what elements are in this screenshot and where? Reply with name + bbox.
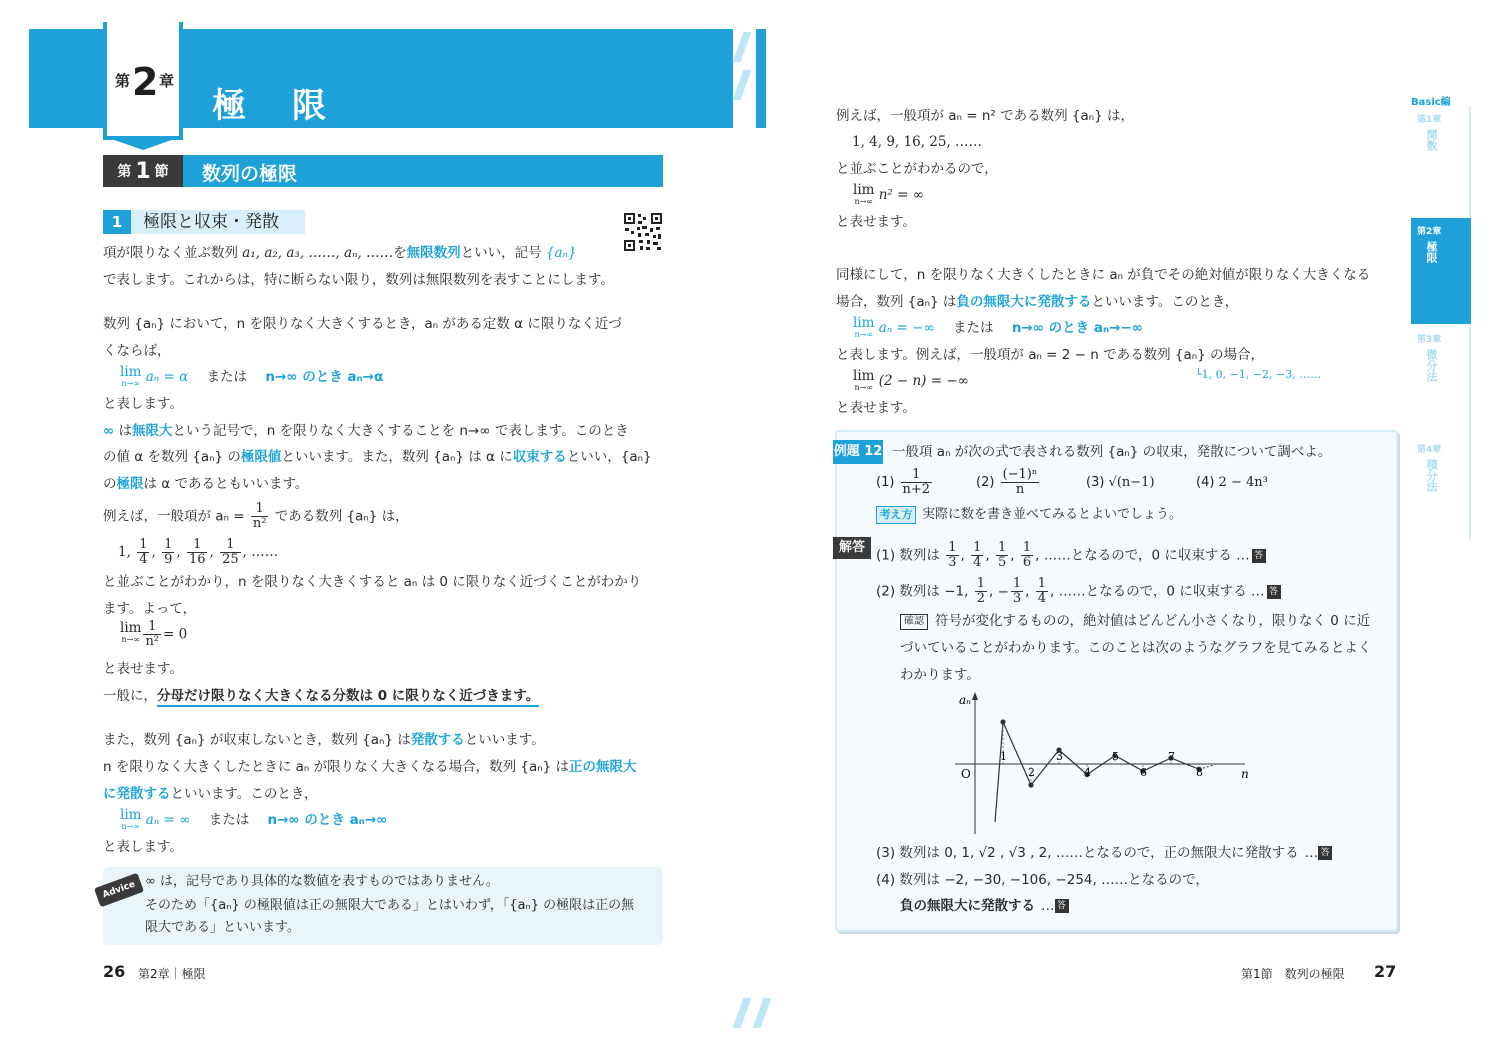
lim-operator bbox=[853, 368, 874, 392]
para-infinity-line3 bbox=[103, 471, 308, 497]
example-item bbox=[1196, 466, 1268, 500]
formula-limit-neg-infinity bbox=[853, 315, 1143, 341]
text: といい，記号 bbox=[460, 245, 546, 261]
para-example-line5: と表せます。 bbox=[103, 661, 183, 677]
graph-segment bbox=[1031, 750, 1059, 785]
text: という記号で，n を限りなく大きくすることを n→∞ で表します。このとき bbox=[172, 423, 629, 439]
section-suffix: 節 bbox=[154, 164, 169, 180]
para-intro-line1 bbox=[103, 240, 577, 266]
chapter-tab[interactable] bbox=[1411, 106, 1471, 206]
item-expr bbox=[999, 467, 1042, 497]
comma: , bbox=[988, 583, 998, 600]
chapter-title: 極 限 bbox=[212, 86, 332, 126]
text: を bbox=[393, 245, 407, 261]
limit-expr: n² = ∞ bbox=[878, 187, 924, 203]
lim: lim bbox=[120, 620, 142, 636]
formula-limit-alpha bbox=[120, 364, 383, 390]
denominator: n+2 bbox=[902, 482, 931, 497]
tab-title: 関数 bbox=[1425, 129, 1438, 151]
numerator: 1 bbox=[220, 538, 241, 553]
text: といいます。このとき， bbox=[170, 786, 318, 802]
graph-segment bbox=[1087, 756, 1115, 775]
ellipsis: …… bbox=[251, 544, 279, 560]
formula-n-squared bbox=[853, 182, 924, 208]
term-negative-infinity: 負の無限大に発散する bbox=[956, 294, 1092, 310]
or-text: または bbox=[953, 320, 994, 336]
para-example-line3: と並ぶことがわかり，n を限りなく大きくすると aₙ は 0 に限りなく近づくことがわかり bbox=[103, 574, 642, 590]
answer-mark: 答 bbox=[1267, 585, 1281, 599]
limit-alt-expr: n→∞ のとき aₙ→−∞ bbox=[1011, 320, 1144, 336]
text: ……となるので，0 に収束する bbox=[1043, 547, 1232, 564]
sequence-term bbox=[218, 537, 243, 567]
r-para1-line3: と並ぶことがわかるので， bbox=[836, 161, 998, 177]
r-para2-line2 bbox=[836, 289, 1238, 315]
infinity-symbol: ∞ bbox=[103, 423, 115, 439]
text: n を限りなく大きくしたときに aₙ が限りなく大きくなる場合，数列 {aₙ} は bbox=[103, 759, 569, 775]
text: は α であるともいいます。 bbox=[143, 476, 309, 492]
section-banner bbox=[103, 155, 663, 187]
example-sequence bbox=[118, 538, 278, 567]
graph-tick-label: 1 bbox=[1000, 750, 1007, 763]
item-number: (2) bbox=[976, 475, 999, 490]
decor-stripe bbox=[733, 32, 752, 62]
chapter-banner-end bbox=[756, 29, 766, 128]
text: の値 α を数列 {aₙ} の bbox=[103, 449, 241, 465]
chapter-tab[interactable] bbox=[1411, 436, 1471, 536]
tab-chapter: 第2章 bbox=[1417, 227, 1442, 237]
comma: , bbox=[209, 544, 219, 560]
lim: lim bbox=[120, 807, 142, 823]
lim-operator bbox=[120, 620, 141, 644]
fraction bbox=[1011, 577, 1023, 606]
denominator: n² bbox=[252, 516, 267, 531]
term-converge: 収束する bbox=[512, 449, 567, 465]
numerator: 1 bbox=[1037, 576, 1047, 591]
numerator: 1 bbox=[164, 537, 173, 552]
denominator: 4 bbox=[139, 552, 148, 567]
denominator: 3 bbox=[948, 555, 957, 570]
dots: … bbox=[1246, 583, 1265, 600]
sequence-term bbox=[1019, 540, 1035, 570]
graph-tick-label: 5 bbox=[1112, 750, 1119, 763]
sequence-symbol: {aₙ} bbox=[545, 245, 577, 261]
fraction bbox=[251, 502, 269, 531]
chapter-tab[interactable] bbox=[1411, 326, 1471, 426]
text: (2) 数列は −1, bbox=[876, 583, 969, 600]
dots: … bbox=[1041, 898, 1055, 914]
graph-tick-label: 4 bbox=[1084, 766, 1091, 779]
fraction bbox=[971, 541, 983, 570]
answer-mark: 答 bbox=[1318, 846, 1332, 860]
page-number-right: 27 bbox=[1374, 962, 1397, 981]
text: (1) 数列は bbox=[876, 547, 940, 564]
hint-text: 実際に数を書き並べてみるとよいでしょう。 bbox=[922, 507, 1183, 522]
limit-expr: aₙ = α bbox=[145, 369, 189, 385]
lim: lim bbox=[853, 368, 875, 384]
x-axis-label: n bbox=[1241, 767, 1249, 781]
section-title: 数列の極限 bbox=[202, 163, 298, 185]
limit-expr: aₙ = −∞ bbox=[878, 320, 935, 336]
text: 場合，数列 {aₙ} は bbox=[836, 294, 957, 310]
text: といい，{aₙ} bbox=[566, 449, 652, 465]
r-sequence-squares: 1, 4, 9, 16, 25, …… bbox=[852, 134, 983, 150]
tab-title: 微分法 bbox=[1425, 349, 1438, 382]
sequence-term bbox=[997, 576, 1026, 606]
fraction bbox=[901, 468, 933, 497]
graph-point bbox=[1000, 719, 1005, 724]
para-convergence-line3: と表します。 bbox=[103, 396, 183, 412]
item-expr: 2 − 4n³ bbox=[1218, 475, 1268, 490]
para-infinity-line1 bbox=[103, 418, 629, 444]
lim-operator bbox=[120, 807, 141, 831]
subsection-number: 1 bbox=[103, 210, 131, 234]
sequence-graph bbox=[945, 688, 1265, 836]
denominator: 4 bbox=[973, 555, 982, 570]
text: といいます。このとき， bbox=[1091, 294, 1239, 310]
basic-label: Basic編 bbox=[1411, 97, 1451, 108]
comma: , bbox=[960, 547, 970, 564]
fraction bbox=[162, 538, 174, 567]
tab-title: 積分法 bbox=[1425, 459, 1438, 492]
numerator: 1 bbox=[187, 538, 208, 553]
fraction bbox=[1021, 541, 1033, 570]
term-positive-infinity: 正の無限大 bbox=[569, 759, 637, 775]
y-axis-label: aₙ bbox=[959, 693, 972, 707]
lim-operator bbox=[853, 182, 874, 206]
example-label: 例題 12 bbox=[833, 440, 883, 464]
limit-expr: aₙ = ∞ bbox=[145, 812, 191, 828]
para-divergence-line4: と表します。 bbox=[103, 839, 183, 855]
fraction bbox=[137, 538, 149, 567]
example-item bbox=[976, 466, 1041, 500]
text: また，数列 {aₙ} が収束しないとき，数列 {aₙ} は bbox=[103, 732, 411, 748]
lim-sub: n→∞ bbox=[854, 383, 873, 392]
lim-operator bbox=[120, 364, 141, 388]
text: といいます。 bbox=[464, 732, 545, 748]
denominator: 25 bbox=[222, 552, 239, 567]
fraction bbox=[1036, 577, 1048, 606]
numerator: 1 bbox=[1012, 576, 1022, 591]
sequence-term bbox=[944, 540, 960, 570]
graph-tick-label: 8 bbox=[1196, 766, 1203, 779]
graph-segment bbox=[1059, 750, 1087, 774]
chapter-suffix: 章 bbox=[159, 72, 175, 90]
or-text: または bbox=[208, 812, 250, 828]
r-para1-line1: 例えば，一般項が aₙ = n² である数列 {aₙ} は， bbox=[836, 108, 1135, 124]
example-item bbox=[1086, 466, 1155, 500]
para-infinity-line2 bbox=[103, 444, 652, 470]
r-para1-line4: と表せます。 bbox=[836, 214, 916, 230]
fraction bbox=[187, 538, 208, 567]
text: といいます。また，数列 {aₙ} は α に bbox=[281, 449, 513, 465]
denominator: 3 bbox=[1012, 591, 1022, 606]
lim: lim bbox=[120, 364, 142, 380]
lim-sub: n→∞ bbox=[854, 197, 873, 206]
comma: , bbox=[176, 544, 185, 560]
item-number: (1) bbox=[876, 475, 899, 490]
r-para2-line1: 同様にして，n を限りなく大きくしたときに aₙ が負でその絶対値が限りなく大きくなる bbox=[836, 267, 1371, 283]
para-example-line1 bbox=[103, 502, 409, 531]
limit-expr: (2 − n) = −∞ bbox=[878, 373, 969, 389]
denominator: 6 bbox=[1022, 555, 1032, 570]
subsection-title: 極限と収束・発散 bbox=[143, 212, 279, 232]
origin-label: O bbox=[961, 767, 971, 781]
dots: … bbox=[1304, 845, 1319, 861]
term-infinity: 無限大 bbox=[132, 423, 173, 439]
limit-alt-expr: n→∞ のとき aₙ→α bbox=[265, 369, 384, 385]
item-number: (3) bbox=[1086, 475, 1109, 490]
comma: , bbox=[985, 547, 994, 564]
sequence-term bbox=[185, 537, 210, 567]
check-line2: づいていることがわかります。このことは次のようなグラフを見てみるとよく bbox=[900, 640, 1372, 656]
lim-sub: n→∞ bbox=[121, 379, 140, 388]
advice-badge: Advice bbox=[94, 873, 144, 908]
chapter-number: 2 bbox=[132, 60, 159, 104]
comma: , bbox=[1025, 583, 1034, 600]
fraction bbox=[975, 577, 987, 606]
answer-1 bbox=[876, 541, 1266, 570]
sequence-term bbox=[969, 540, 985, 570]
numerator: 1 bbox=[1022, 540, 1032, 555]
para-general-rule bbox=[103, 683, 539, 709]
para-convergence-line1: 数列 {aₙ} において，n を限りなく大きくするとき，aₙ がある定数 α に限りなく近づ bbox=[103, 316, 622, 332]
graph-tick-label: 2 bbox=[1028, 766, 1035, 779]
text: である数列 {aₙ} は， bbox=[270, 508, 409, 525]
lim-sub: n→∞ bbox=[854, 330, 873, 339]
para-divergence-line2 bbox=[103, 754, 637, 780]
text: ……となるので，0 に収束する bbox=[1058, 583, 1247, 600]
page-number-left: 26 bbox=[103, 962, 126, 981]
comma: , bbox=[1035, 547, 1044, 564]
graph-point bbox=[1028, 782, 1033, 787]
lim: lim bbox=[853, 315, 875, 331]
advice-line1: ∞ は，記号であり具体的な数値を表すものではありません。 bbox=[145, 874, 499, 889]
answer-mark: 答 bbox=[1252, 549, 1266, 563]
numerator: 1 bbox=[143, 620, 161, 635]
fraction bbox=[1001, 468, 1040, 497]
chapter-tab-list bbox=[1411, 106, 1471, 540]
graph-segment bbox=[1115, 756, 1143, 771]
advice-line2: そのため「{aₙ} の極限値は正の無限大である」とはいわず，「{aₙ} の極限は正の無 bbox=[145, 898, 635, 913]
sequence-annotation: └1, 0, −1, −2, −3, …… bbox=[1195, 368, 1322, 381]
denominator: 16 bbox=[188, 552, 206, 567]
example-items bbox=[876, 466, 1376, 500]
para-divergence-line3 bbox=[103, 781, 317, 807]
item-expr bbox=[899, 467, 935, 497]
comma: , bbox=[242, 544, 252, 560]
graph-tick-label: 6 bbox=[1140, 766, 1147, 779]
decor-stripe bbox=[733, 70, 752, 100]
numerator: 1 bbox=[973, 540, 982, 555]
graph-tick-label: 3 bbox=[1056, 750, 1063, 763]
comma: , bbox=[1050, 583, 1059, 600]
check-line3: わかります。 bbox=[900, 667, 980, 683]
denominator: 4 bbox=[1037, 591, 1047, 606]
sequence-term bbox=[973, 576, 989, 606]
lim: lim bbox=[853, 182, 875, 198]
tab-chapter: 第1章 bbox=[1417, 115, 1442, 125]
comma: , bbox=[151, 544, 161, 560]
sequence-term bbox=[1034, 576, 1050, 606]
footer-chapter: 第2章｜極限 bbox=[138, 967, 206, 981]
graph-segment bbox=[1003, 722, 1031, 785]
answer-2 bbox=[876, 577, 1281, 606]
fraction bbox=[946, 541, 958, 570]
fraction bbox=[996, 541, 1008, 570]
limit-rhs: = 0 bbox=[163, 626, 188, 643]
text: 項が限りなく並ぶ数列 bbox=[103, 245, 243, 261]
graph-segment bbox=[995, 722, 1003, 822]
advice-line3: 限大である」といいます。 bbox=[145, 920, 300, 935]
lim-operator bbox=[853, 315, 874, 339]
text: (3) 数列は 0, 1, √2 , √3 , 2, ……となるので，正の無限大に発散する bbox=[876, 845, 1299, 861]
item-number: (4) bbox=[1196, 475, 1219, 490]
answer-mark: 答 bbox=[1055, 899, 1069, 913]
numerator: (−1)ⁿ bbox=[1002, 467, 1038, 482]
chapter-badge bbox=[103, 22, 183, 140]
para-intro-line2: で表します。これからは，特に断らない限り，数列は無限数列を表すことにします。 bbox=[103, 272, 614, 288]
section-number: 1 bbox=[135, 158, 151, 184]
numerator: 1 bbox=[901, 468, 933, 483]
formula-2-minus-n bbox=[853, 368, 969, 394]
item-expr: √(n−1) bbox=[1108, 475, 1155, 490]
term-infinite-sequence: 無限数列 bbox=[406, 245, 461, 261]
numerator: 1 bbox=[948, 540, 957, 555]
term-diverge: 発散する bbox=[410, 732, 465, 748]
term-limit-value: 極限値 bbox=[240, 449, 282, 465]
section-prefix: 第 bbox=[117, 164, 132, 180]
numerator: 1 bbox=[997, 540, 1007, 555]
term-limit: 極限 bbox=[116, 476, 144, 492]
tab-chapter: 第3章 bbox=[1417, 335, 1442, 345]
text: の bbox=[103, 476, 117, 492]
sequence-expr: a₁, a₂, a₃, ……, aₙ, …… bbox=[242, 245, 394, 261]
denominator: 5 bbox=[997, 555, 1007, 570]
text: 負の無限大に発散する bbox=[900, 898, 1035, 914]
sequence-term bbox=[160, 537, 176, 567]
text: 例えば，一般項が aₙ = bbox=[103, 508, 249, 525]
tab-title: 極限 bbox=[1425, 241, 1438, 263]
formula-limit-infinity bbox=[120, 807, 387, 833]
r-para2-line3: と表します。例えば，一般項が aₙ = 2 − n である数列 {aₙ} の場合， bbox=[836, 347, 1264, 363]
r-para2-line4: と表せます。 bbox=[836, 400, 916, 416]
example-item bbox=[876, 466, 934, 500]
section-number-box bbox=[103, 155, 183, 187]
limit-alt-expr: n→∞ のとき aₙ→∞ bbox=[267, 812, 388, 828]
sequence-term bbox=[994, 540, 1010, 570]
hint-label: 考え方 bbox=[876, 506, 916, 524]
qr-code-icon[interactable] bbox=[623, 212, 663, 252]
decor-stripe bbox=[753, 998, 772, 1028]
or-text: または bbox=[206, 369, 248, 385]
fraction bbox=[220, 538, 241, 567]
check-line1: 符号が変化するものの，絶対値はどんどん小さくなり，限りなく 0 に近 bbox=[935, 613, 1371, 629]
text: 一般に， bbox=[103, 688, 157, 704]
lim-sub: n→∞ bbox=[121, 822, 140, 831]
key-rule: 分母だけ限りなく大きくなる分数は 0 に限りなく近づきます。 bbox=[157, 688, 539, 707]
denominator: 9 bbox=[164, 552, 173, 567]
denominator: n bbox=[1015, 482, 1025, 497]
answer-3 bbox=[876, 840, 1332, 866]
denominator: n² bbox=[145, 634, 160, 649]
answer-label: 解答 bbox=[833, 537, 871, 559]
sequence-term bbox=[135, 537, 151, 567]
text: は bbox=[114, 423, 133, 439]
check-label: 確認 bbox=[900, 614, 928, 630]
answer-4-line1: (4) 数列は −2, −30, −106, −254, ……となるので， bbox=[876, 872, 1209, 888]
dots: … bbox=[1231, 547, 1250, 564]
numerator: 1 bbox=[976, 576, 985, 591]
para-convergence-line2: くならば， bbox=[103, 343, 171, 359]
para-divergence-line1 bbox=[103, 727, 545, 753]
comma: , bbox=[1010, 547, 1019, 564]
answer-4-line2 bbox=[900, 893, 1069, 919]
formula-limit-zero bbox=[120, 620, 187, 649]
para-example-line4: ます。よって， bbox=[103, 601, 197, 617]
seq-first: 1, bbox=[118, 544, 131, 560]
chapter-tab[interactable] bbox=[1411, 218, 1471, 324]
fraction bbox=[143, 620, 161, 649]
y-axis-arrow bbox=[972, 692, 978, 700]
lim-sub: n→∞ bbox=[121, 635, 140, 644]
numerator: 1 bbox=[139, 537, 148, 552]
graph-tick-label: 7 bbox=[1168, 750, 1175, 763]
example-prompt: 一般項 aₙ が次の式で表される数列 {aₙ} の収束，発散について調べよ。 bbox=[892, 444, 1332, 460]
denominator: 2 bbox=[976, 591, 985, 606]
decor-stripe bbox=[733, 998, 752, 1028]
minus-sign: − bbox=[997, 583, 1009, 600]
term-diverge-to: に発散する bbox=[103, 786, 171, 802]
footer-section: 第1節 数列の極限 bbox=[1241, 967, 1345, 981]
chapter-prefix: 第 bbox=[115, 72, 131, 90]
tab-chapter: 第4章 bbox=[1417, 445, 1442, 455]
numerator: 1 bbox=[251, 502, 269, 517]
